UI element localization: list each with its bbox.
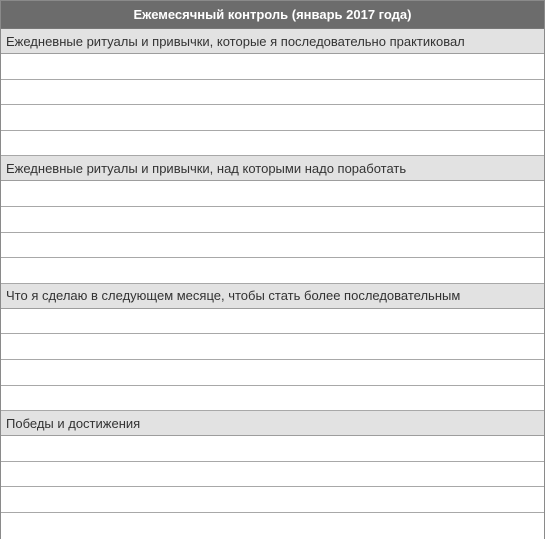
writing-line[interactable] (1, 436, 544, 462)
writing-line[interactable] (1, 181, 544, 207)
writing-line[interactable] (1, 80, 544, 106)
writing-line[interactable] (1, 309, 544, 335)
section-practiced-habits (1, 29, 544, 156)
writing-line[interactable] (1, 207, 544, 233)
sheet-title: Ежемесячный контроль (январь 2017 года) (1, 1, 544, 29)
writing-line[interactable] (1, 334, 544, 360)
writing-line[interactable] (1, 487, 544, 513)
section-habits-to-improve (1, 156, 544, 283)
writing-line[interactable] (1, 233, 544, 259)
section-header-wins-achievements: Победы и достижения (1, 411, 544, 436)
section-header-habits-to-improve: Ежедневные ритуалы и привычки, над которыми надо поработать (1, 156, 544, 181)
section-next-month-plan (1, 284, 544, 411)
writing-line[interactable] (1, 258, 544, 284)
writing-line[interactable] (1, 360, 544, 386)
section-wins-achievements (1, 411, 544, 538)
section-header-next-month-plan: Что я сделаю в следующем месяце, чтобы стать более последовательным (1, 284, 544, 309)
writing-line[interactable] (1, 386, 544, 412)
writing-line[interactable] (1, 462, 544, 488)
writing-line[interactable] (1, 54, 544, 80)
writing-line[interactable] (1, 513, 544, 539)
section-header-practiced-habits: Ежедневные ритуалы и привычки, которые я последовательно практиковал (1, 29, 544, 54)
writing-line[interactable] (1, 105, 544, 131)
writing-line[interactable] (1, 131, 544, 157)
